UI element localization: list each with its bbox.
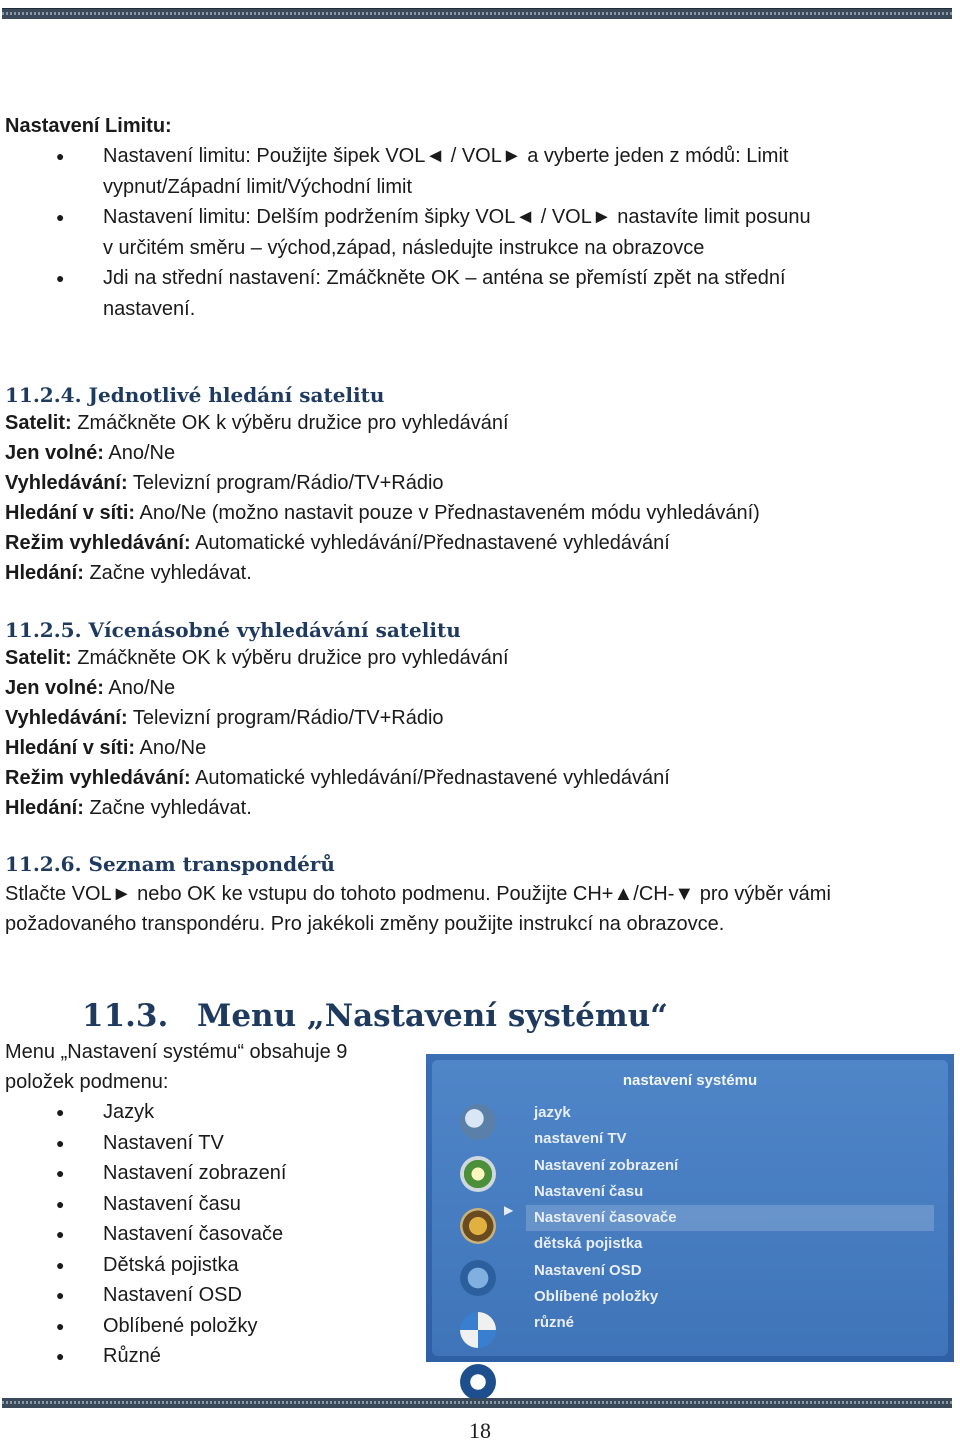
list-item: ● Oblíbené položky <box>0 1311 286 1342</box>
list-item: ● Jazyk <box>0 1097 286 1128</box>
display-icon <box>460 1208 496 1244</box>
paragraph-line: požadovaného transpondéru. Pro jakékoli změny použijte instrukcí na obrazovce. <box>5 913 725 935</box>
timer-gear-icon <box>460 1260 496 1296</box>
setting-value: Automatické vyhledávání/Přednastavené vyhledávání <box>190 767 670 789</box>
section-heading-11-2-5: 11.2.5. Vícenásobné vyhledávání satelitu <box>5 618 461 642</box>
setting-value: Začne vyhledávat. <box>83 562 252 584</box>
list-item: ● Dětská pojistka <box>0 1250 286 1281</box>
setting-value: Začne vyhledávat. <box>83 797 252 819</box>
submenu-list <box>0 1097 286 1372</box>
setting-label: Režim vyhledávání: <box>5 532 191 554</box>
setting-label: Jen volné: <box>5 677 104 699</box>
screenshot-menu-item: Nastavení časovače <box>526 1205 934 1231</box>
screenshot-menu-item: Nastavení času <box>534 1182 644 1200</box>
setting-value: Zmáčkněte OK k výběru družice pro vyhledávání <box>71 647 509 669</box>
system-settings-screenshot <box>426 1054 954 1362</box>
list-item: ● Nastavení časovače <box>0 1219 286 1250</box>
setting-row <box>5 643 509 673</box>
setting-value: Automatické vyhledávání/Přednastavené vyhledávání <box>190 532 670 554</box>
limit-bullet-list <box>0 141 811 324</box>
setting-label: Hledání v síti: <box>5 502 136 524</box>
section-heading-11-2-6: 11.2.6. Seznam transpondérů <box>5 852 335 876</box>
setting-row <box>5 673 175 703</box>
screenshot-menu <box>526 1100 934 1337</box>
list-item: ● Nastavení limitu: Použijte šipek VOL◄ / VOL► a vyberte jeden z módů: Limit <box>0 141 811 172</box>
list-item: ● Nastavení zobrazení <box>0 1158 286 1189</box>
pointer-arrow-icon: ▶ <box>504 1203 514 1217</box>
screenshot-menu-item: nastavení TV <box>534 1130 627 1148</box>
setting-value: Ano/Ne (možno nastavit pouze v Přednastaveném módu vyhledávání) <box>135 502 760 524</box>
setting-label: Vyhledávání: <box>5 472 128 494</box>
setting-row <box>5 498 760 528</box>
screenshot-menu-item: Oblíbené položky <box>534 1288 659 1306</box>
setting-label: Vyhledávání: <box>5 707 128 729</box>
limit-heading: Nastavení Limitu: <box>5 115 172 137</box>
setting-label: Satelit: <box>5 647 72 669</box>
setting-row <box>5 558 252 588</box>
screenshot-menu-item: Nastavení zobrazení <box>534 1156 679 1174</box>
list-item-continuation: vypnut/Západní limit/Východní limit <box>103 175 413 198</box>
list-item: ● Nastavení limitu: Delším podržením šipky VOL◄ / VOL► nastavíte limit posunu <box>0 202 811 233</box>
intro-line: Menu „Nastavení systému“ obsahuje 9 <box>5 1041 348 1063</box>
bottom-rule <box>2 1398 952 1408</box>
screenshot-menu-item: různé <box>534 1314 575 1332</box>
misc-icon <box>460 1364 496 1400</box>
flag-icon <box>460 1104 496 1140</box>
setting-value: Televizní program/Rádio/TV+Rádio <box>127 707 444 729</box>
tv-icon <box>460 1156 496 1192</box>
page-number: 18 <box>469 1418 491 1443</box>
setting-row <box>5 468 444 498</box>
screenshot-menu-item: jazyk <box>534 1104 571 1121</box>
chapter-heading-11-3: 11.3. Menu „Nastavení systému“ <box>82 998 668 1034</box>
setting-row <box>5 763 670 793</box>
setting-value: Ano/Ne <box>103 442 176 464</box>
setting-row <box>5 793 252 823</box>
intro-line: položek podmenu: <box>5 1071 169 1093</box>
setting-label: Hledání: <box>5 797 84 819</box>
setting-value: Ano/Ne <box>103 677 176 699</box>
paragraph-line: Stlačte VOL► nebo OK ke vstupu do tohoto podmenu. Použijte CH+▲/CH-▼ pro výběr vámi <box>5 883 831 905</box>
setting-row <box>5 438 175 468</box>
setting-label: Jen volné: <box>5 442 104 464</box>
setting-value: Zmáčkněte OK k výběru družice pro vyhledávání <box>71 412 509 434</box>
list-item: ● Nastavení času <box>0 1189 286 1220</box>
setting-label: Satelit: <box>5 412 72 434</box>
setting-label: Režim vyhledávání: <box>5 767 191 789</box>
setting-row <box>5 408 509 438</box>
list-item: ● Nastavení TV <box>0 1128 286 1159</box>
section-heading-11-2-4: 11.2.4. Jednotlivé hledání satelitu <box>5 383 385 407</box>
list-item-continuation: v určitém směru – východ,západ, následujte instrukce na obrazovce <box>103 236 705 259</box>
setting-row <box>5 528 670 558</box>
list-item: ● Nastavení OSD <box>0 1280 286 1311</box>
top-rule <box>2 8 952 19</box>
list-item: ● Různé <box>0 1341 286 1372</box>
setting-label: Hledání v síti: <box>5 737 136 759</box>
setting-value: Ano/Ne <box>135 737 207 759</box>
screenshot-menu-item: dětská pojistka <box>534 1235 643 1253</box>
setting-label: Hledání: <box>5 562 84 584</box>
list-item-continuation: nastavení. <box>103 297 196 320</box>
list-item: ● Jdi na střední nastavení: Zmáčkněte OK – anténa se přemístí zpět na střední <box>0 263 811 294</box>
screenshot-title: nastavení systému <box>622 1072 758 1089</box>
screenshot-panel <box>432 1060 948 1356</box>
setting-row <box>5 733 206 763</box>
lock-icon <box>460 1312 496 1348</box>
screenshot-menu-item: Nastavení OSD <box>534 1261 642 1279</box>
setting-value: Televizní program/Rádio/TV+Rádio <box>127 472 444 494</box>
setting-row <box>5 703 444 733</box>
screenshot-icon-column <box>450 1104 506 1416</box>
